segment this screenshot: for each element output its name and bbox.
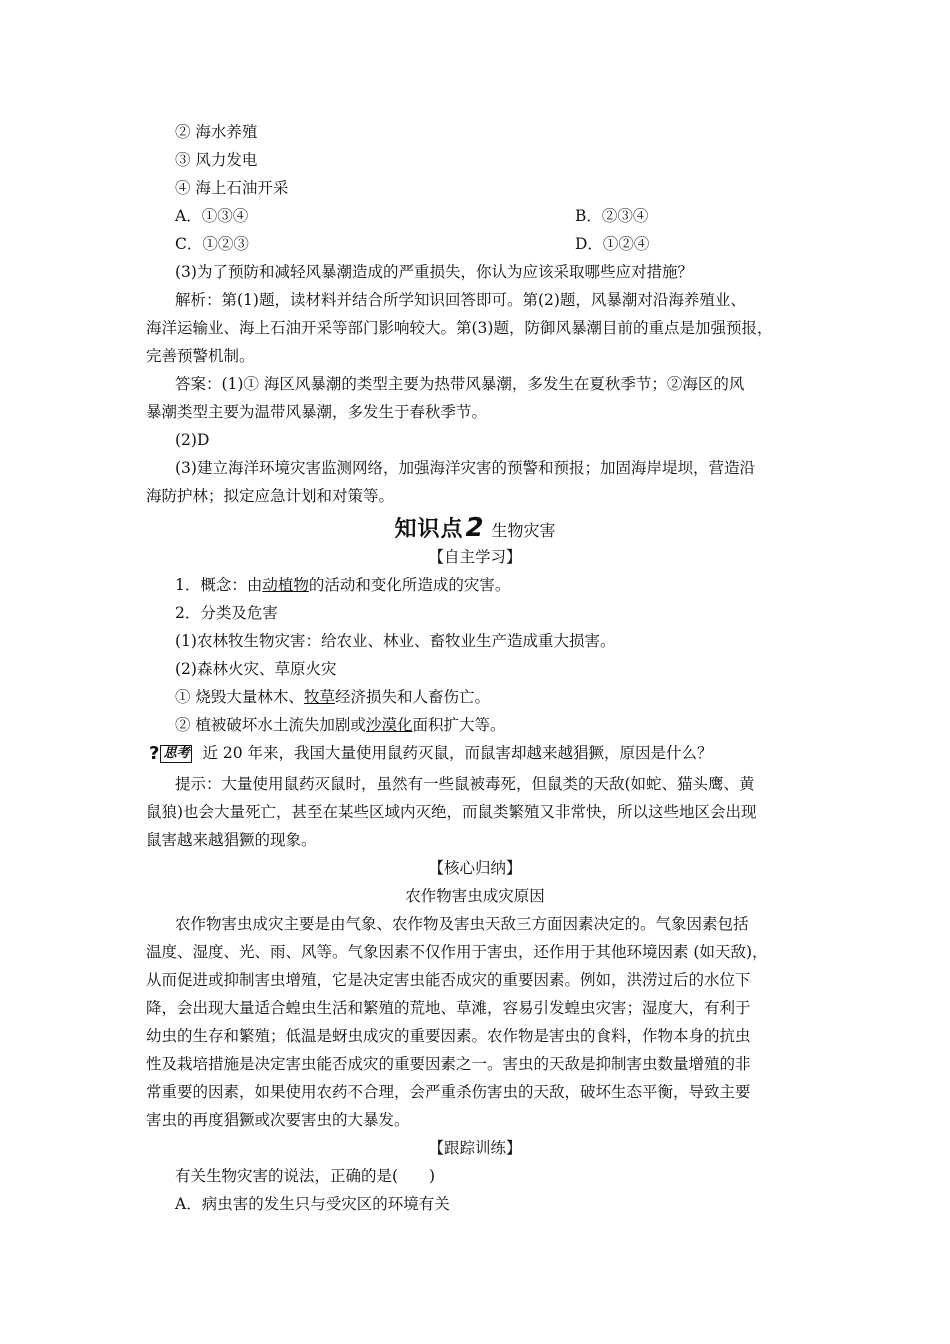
hint-line: 提示：大量使用鼠药灭鼠时，虽然有一些鼠被毒死，但鼠类的天敌(如蛇、猫头鹰、黄 [175,775,755,793]
choice-a: A．①③④ [175,207,249,225]
answer-line: 暴潮类型主要为温带风暴潮，多发生于春秋季节。 [146,403,488,421]
think-icon: ? 思考 [149,744,192,764]
list-line: 2．分类及危害 [175,604,278,622]
knowledge-point-number: 2 [465,513,484,543]
core-title: 农作物害虫成灾原因 [405,887,545,905]
core-body-line: 害虫的再度猖獗或次要害虫的大暴发。 [146,1111,410,1129]
section-header-tracking: 【跟踪训练】 [428,1139,522,1157]
core-body-line: 降，会出现大量适合蝗虫生活和繁殖的荒地、草滩，容易引发蝗虫灾害；湿度大，有利于 [146,999,751,1017]
text-segment: 1．概念：由 [175,576,263,594]
think-question-line [149,743,713,764]
question-3: (3)为了预防和减轻风暴潮造成的严重损失，你认为应该采取哪些应对措施？ [175,263,693,281]
list-line [175,687,490,707]
text-segment: ② 植被破坏水土流失加剧或 [175,716,366,734]
list-line: (1)农林牧生物灾害：给农业、林业、畜牧业生产造成重大损害。 [175,632,616,650]
think-question: 近 20 年来，我国大量使用鼠药灭鼠，而鼠害却越来越猖獗，原因是什么？ [202,744,713,762]
text-segment: 的活动和变化所造成的灾害。 [308,576,511,594]
tracking-question: 有关生物灾害的说法，正确的是( ) [175,1167,436,1185]
core-body-line: 幼虫的生存和繁殖；低温是蚜虫成灾的重要因素。农作物是害虫的食料，作物本身的抗虫 [146,1027,751,1045]
answer-line: (3)建立海洋环境灾害监测网络，加强海洋灾害的预警和预报；加固海岸堤坝，营造沿 [175,459,755,477]
core-body-line: 常重要的因素，如果使用农药不合理，会严重杀伤害虫的天敌，破坏生态平衡，导致主要 [146,1083,751,1101]
knowledge-point-title: 知识点 [394,517,464,542]
choice-d: D．①②④ [575,235,650,253]
answer-line: 答案：(1)① 海区风暴潮的类型主要为热带风暴潮，多发生在夏秋季节；②海区的风 [175,375,745,393]
knowledge-point-heading [0,513,950,546]
option-line: ④ 海上石油开采 [175,179,289,197]
core-body-line: 从而促进或抑制害虫增殖，它是决定害虫能否成灾的重要因素。例如，洪涝过后的水位下 [146,971,751,989]
text-segment: 面积扩大等。 [412,716,506,734]
core-body-line: 温度、湿度、光、雨、风等。气象因素不仅作用于害虫，还作用于其他环境因素 (如天敌)， [146,943,768,961]
text-segment: 经济损失和人畜伤亡。 [334,688,490,706]
choice-c: C．①②③ [175,235,249,253]
analysis-line: 解析：第(1)题，读材料并结合所学知识回答即可。第(2)题，风暴潮对沿海养殖业、 [175,291,746,309]
think-icon-label: 思考 [160,745,192,763]
list-line: (2)森林火灾、草原火灾 [175,660,337,678]
underlined-term: 动植物 [262,576,309,594]
answer-line: 海防护林；拟定应急计划和对策等。 [146,487,395,505]
text-segment: ① 烧毁大量林木、 [175,688,304,706]
choice-b: B．②③④ [575,207,649,225]
concept-line [175,575,510,595]
answer-line: (2)D [175,431,210,449]
analysis-line: 海洋运输业、海上石油开采等部门影响较大。第(3)题，防御风暴潮目前的重点是加强预报， [146,319,773,337]
knowledge-point-subtitle: 生物灾害 [491,521,556,540]
underlined-term: 沙漠化 [365,716,413,734]
underlined-term: 牧草 [303,688,335,706]
tracking-option-a: A．病虫害的发生只与受灾区的环境有关 [175,1195,450,1213]
section-header-core: 【核心归纳】 [428,859,522,877]
list-line [175,715,505,735]
core-body-line: 农作物害虫成灾主要是由气象、农作物及害虫天敌三方面因素决定的。气象因素包括 [175,915,749,933]
hint-line: 鼠害越来越猖獗的现象。 [146,831,317,849]
core-body-line: 性及栽培措施是决定害虫能否成灾的重要因素之一。害虫的天敌是抑制害虫数量增殖的非 [146,1055,751,1073]
analysis-line: 完善预警机制。 [146,347,255,365]
hint-line: 鼠狼)也会大量死亡，甚至在某些区域内灭绝，而鼠类繁殖又非常快，所以这些地区会出现 [146,803,757,821]
option-line: ② 海水养殖 [175,123,258,141]
section-header-self-study: 【自主学习】 [428,548,522,566]
option-line: ③ 风力发电 [175,151,258,169]
